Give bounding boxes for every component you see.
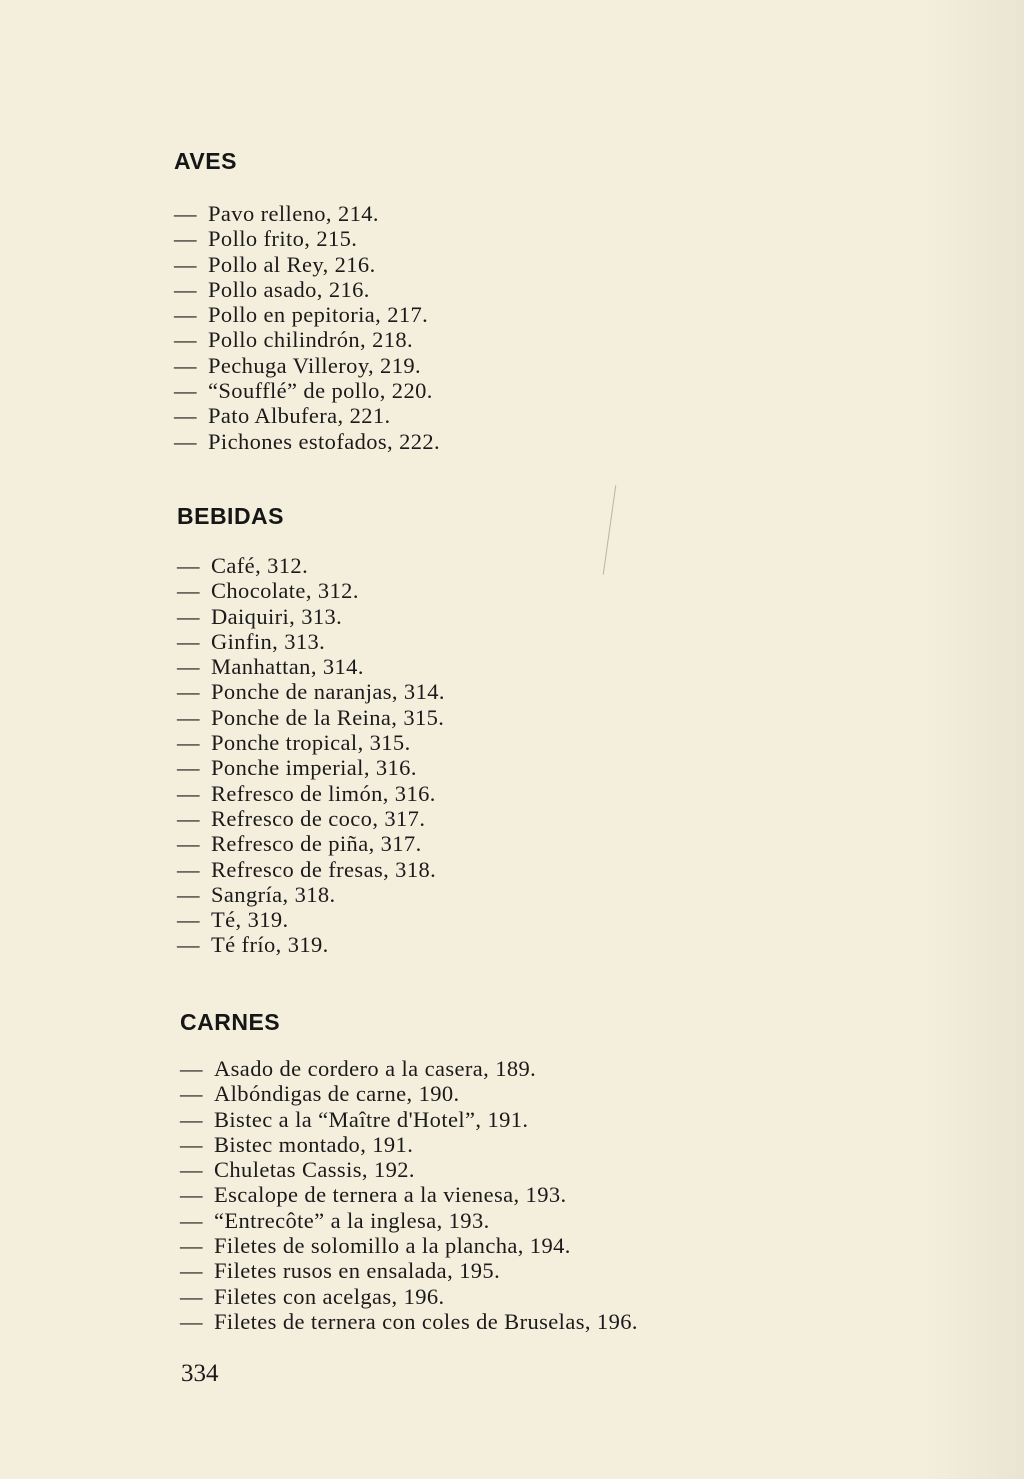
entry-text: “Entrecôte” a la inglesa, 193.	[214, 1207, 490, 1233]
entry-list	[180, 1056, 638, 1334]
list-item	[177, 882, 445, 907]
dash: —	[174, 327, 197, 353]
entry-text: Pollo asado, 216.	[208, 276, 370, 302]
list-item	[177, 806, 445, 831]
list-item	[177, 654, 445, 679]
dash: —	[180, 1283, 203, 1309]
entry-text: Refresco de coco, 317.	[211, 805, 426, 831]
entry-text: “Soufflé” de pollo, 220.	[208, 378, 433, 404]
list-item	[174, 353, 440, 378]
list-item	[177, 578, 445, 603]
entry-text: Albóndigas de carne, 190.	[214, 1081, 460, 1107]
entry-text: Ponche de naranjas, 314.	[211, 679, 445, 705]
entry-text: Escalope de ternera a la vienesa, 193.	[214, 1182, 567, 1208]
entry-text: Pichones estofados, 222.	[208, 428, 441, 454]
dash: —	[180, 1131, 203, 1157]
dash: —	[180, 1207, 203, 1233]
list-item	[174, 201, 440, 226]
entry-text: Filetes de solomillo a la plancha, 194.	[214, 1233, 571, 1259]
list-item	[180, 1157, 638, 1182]
list-item	[180, 1107, 638, 1132]
dash: —	[180, 1081, 203, 1107]
scan-mark	[603, 485, 617, 574]
list-item	[177, 553, 445, 578]
entry-text: Ponche de la Reina, 315.	[211, 704, 445, 730]
entry-text: Sangría, 318.	[211, 881, 336, 907]
dash: —	[177, 856, 200, 882]
list-item	[177, 705, 445, 730]
list-item	[174, 403, 440, 428]
entry-text: Refresco de piña, 317.	[211, 831, 422, 857]
dash: —	[180, 1157, 203, 1183]
entry-text: Filetes rusos en ensalada, 195.	[214, 1258, 501, 1284]
dash: —	[177, 881, 200, 907]
list-item	[180, 1284, 638, 1309]
entry-text: Té, 319.	[211, 907, 289, 933]
list-item	[180, 1081, 638, 1106]
list-item	[180, 1258, 638, 1283]
dash: —	[177, 704, 200, 730]
dash: —	[174, 302, 197, 328]
entry-text: Pavo relleno, 214.	[208, 201, 379, 226]
section-aves	[174, 148, 440, 454]
list-item	[174, 302, 440, 327]
list-item	[177, 907, 445, 932]
section-heading: CARNES	[180, 1009, 281, 1035]
dash: —	[180, 1233, 203, 1259]
list-item	[180, 1233, 638, 1258]
entry-text: Pollo al Rey, 216.	[208, 251, 376, 277]
entry-text: Bistec montado, 191.	[214, 1131, 414, 1157]
dash: —	[177, 628, 200, 654]
list-item	[177, 831, 445, 856]
entry-text: Chocolate, 312.	[211, 578, 359, 604]
dash: —	[174, 378, 197, 404]
dash: —	[177, 553, 200, 578]
list-item	[174, 226, 440, 251]
dash: —	[177, 780, 200, 806]
dash: —	[180, 1308, 203, 1334]
dash: —	[174, 226, 197, 252]
entry-text: Ponche tropical, 315.	[211, 730, 411, 756]
entry-list	[174, 201, 440, 454]
entry-text: Pato Albufera, 221.	[208, 403, 391, 429]
dash: —	[177, 805, 200, 831]
list-item	[180, 1208, 638, 1233]
dash: —	[174, 403, 197, 429]
dash: —	[177, 578, 200, 604]
entry-text: Ginfin, 313.	[211, 628, 326, 654]
list-item	[177, 730, 445, 755]
list-item	[174, 252, 440, 277]
dash: —	[177, 603, 200, 629]
section-bebidas	[177, 503, 445, 958]
section-heading: BEBIDAS	[177, 503, 285, 529]
dash: —	[180, 1258, 203, 1284]
list-item	[180, 1309, 638, 1334]
dash: —	[180, 1106, 203, 1132]
list-item	[174, 327, 440, 352]
entry-text: Pollo en pepitoria, 217.	[208, 302, 429, 328]
entry-text: Filetes de ternera con coles de Bruselas, 196.	[214, 1308, 638, 1334]
entry-list	[177, 553, 445, 958]
list-item	[177, 604, 445, 629]
dash: —	[177, 831, 200, 857]
entry-text: Refresco de fresas, 318.	[211, 856, 437, 882]
entry-text: Pollo frito, 215.	[208, 226, 358, 252]
dash: —	[174, 352, 197, 378]
list-item	[177, 932, 445, 957]
list-item	[180, 1056, 638, 1081]
list-item	[177, 857, 445, 882]
entry-text: Café, 312.	[211, 553, 309, 578]
dash: —	[174, 251, 197, 277]
entry-text: Ponche imperial, 316.	[211, 755, 417, 781]
list-item	[180, 1132, 638, 1157]
list-item	[174, 378, 440, 403]
dash: —	[180, 1056, 203, 1081]
dash: —	[177, 654, 200, 680]
entry-text: Daiquiri, 313.	[211, 603, 343, 629]
dash: —	[177, 755, 200, 781]
list-item	[174, 429, 440, 454]
list-item	[177, 755, 445, 780]
list-item	[177, 629, 445, 654]
section-heading: AVES	[174, 148, 237, 174]
list-item	[177, 679, 445, 704]
entry-text: Asado de cordero a la casera, 189.	[214, 1056, 537, 1081]
list-item	[177, 781, 445, 806]
list-item	[180, 1182, 638, 1207]
entry-text: Pechuga Villeroy, 219.	[208, 352, 422, 378]
dash: —	[174, 428, 197, 454]
entry-text: Manhattan, 314.	[211, 654, 364, 680]
entry-text: Chuletas Cassis, 192.	[214, 1157, 415, 1183]
dash: —	[174, 276, 197, 302]
dash: —	[177, 679, 200, 705]
dash: —	[180, 1182, 203, 1208]
entry-text: Filetes con acelgas, 196.	[214, 1283, 445, 1309]
dash: —	[174, 201, 197, 226]
entry-text: Pollo chilindrón, 218.	[208, 327, 414, 353]
entry-text: Bistec a la “Maître d'Hotel”, 191.	[214, 1106, 529, 1132]
entry-text: Té frío, 319.	[211, 932, 329, 958]
dash: —	[177, 730, 200, 756]
page-number: 334	[181, 1360, 219, 1387]
section-carnes	[180, 1009, 638, 1334]
dash: —	[177, 932, 200, 958]
list-item	[174, 277, 440, 302]
dash: —	[177, 907, 200, 933]
entry-text: Refresco de limón, 316.	[211, 780, 436, 806]
